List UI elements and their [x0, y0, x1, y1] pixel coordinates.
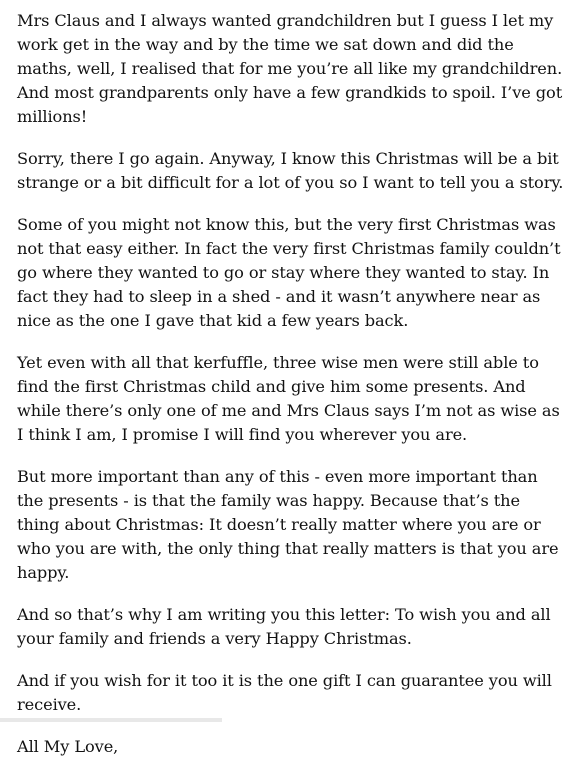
paragraph-grandchildren: Mrs Claus and I always wanted grandchildren but I guess I let my work get in the way and by the time we sat down and did the maths, well, I realised that for me you’re all like my grandchildren. And most grandparents only have a few grandkids to spoil. I’ve got millions! [17, 11, 563, 126]
paragraph-story-intro: Sorry, there I go again. Anyway, I know this Christmas will be a bit strange or a bit difficult for a lot of you so I want to tell you a story. [17, 149, 564, 192]
paragraph-happiness: But more important than any of this - even more important than the presents - is that the family was happy. Because that’s the thing about Christmas: It doesn’t really matter where you are or who you are with, the only thing that really matters is that you are happy. [17, 467, 559, 582]
letter-body [17, 9, 567, 777]
paragraph-gift: And if you wish for it too it is the one gift I can guarantee you will receive. [17, 671, 552, 714]
paragraph-wise-men: Yet even with all that kerfuffle, three wise men were still able to find the first Christmas child and give him some presents. And while there’s only one of me and Mrs Claus says I’m not as wise as I think I am, I promise I will find you wherever you are. [17, 353, 560, 444]
bottom-divider [0, 718, 222, 722]
paragraph-wish: And so that’s why I am writing you this letter: To wish you and all your family and friends a very Happy Christmas. [17, 605, 551, 648]
paragraph-first-christmas: Some of you might not know this, but the very first Christmas was not that easy either. In fact the very first Christmas family couldn’t go where they wanted to go or stay where they wanted to stay. In fact they had to sleep in a shed - and it wasn’t anywhere near as nice as the one I gave that kid a few years back. [17, 215, 561, 330]
letter-signoff: All My Love, [17, 737, 119, 756]
